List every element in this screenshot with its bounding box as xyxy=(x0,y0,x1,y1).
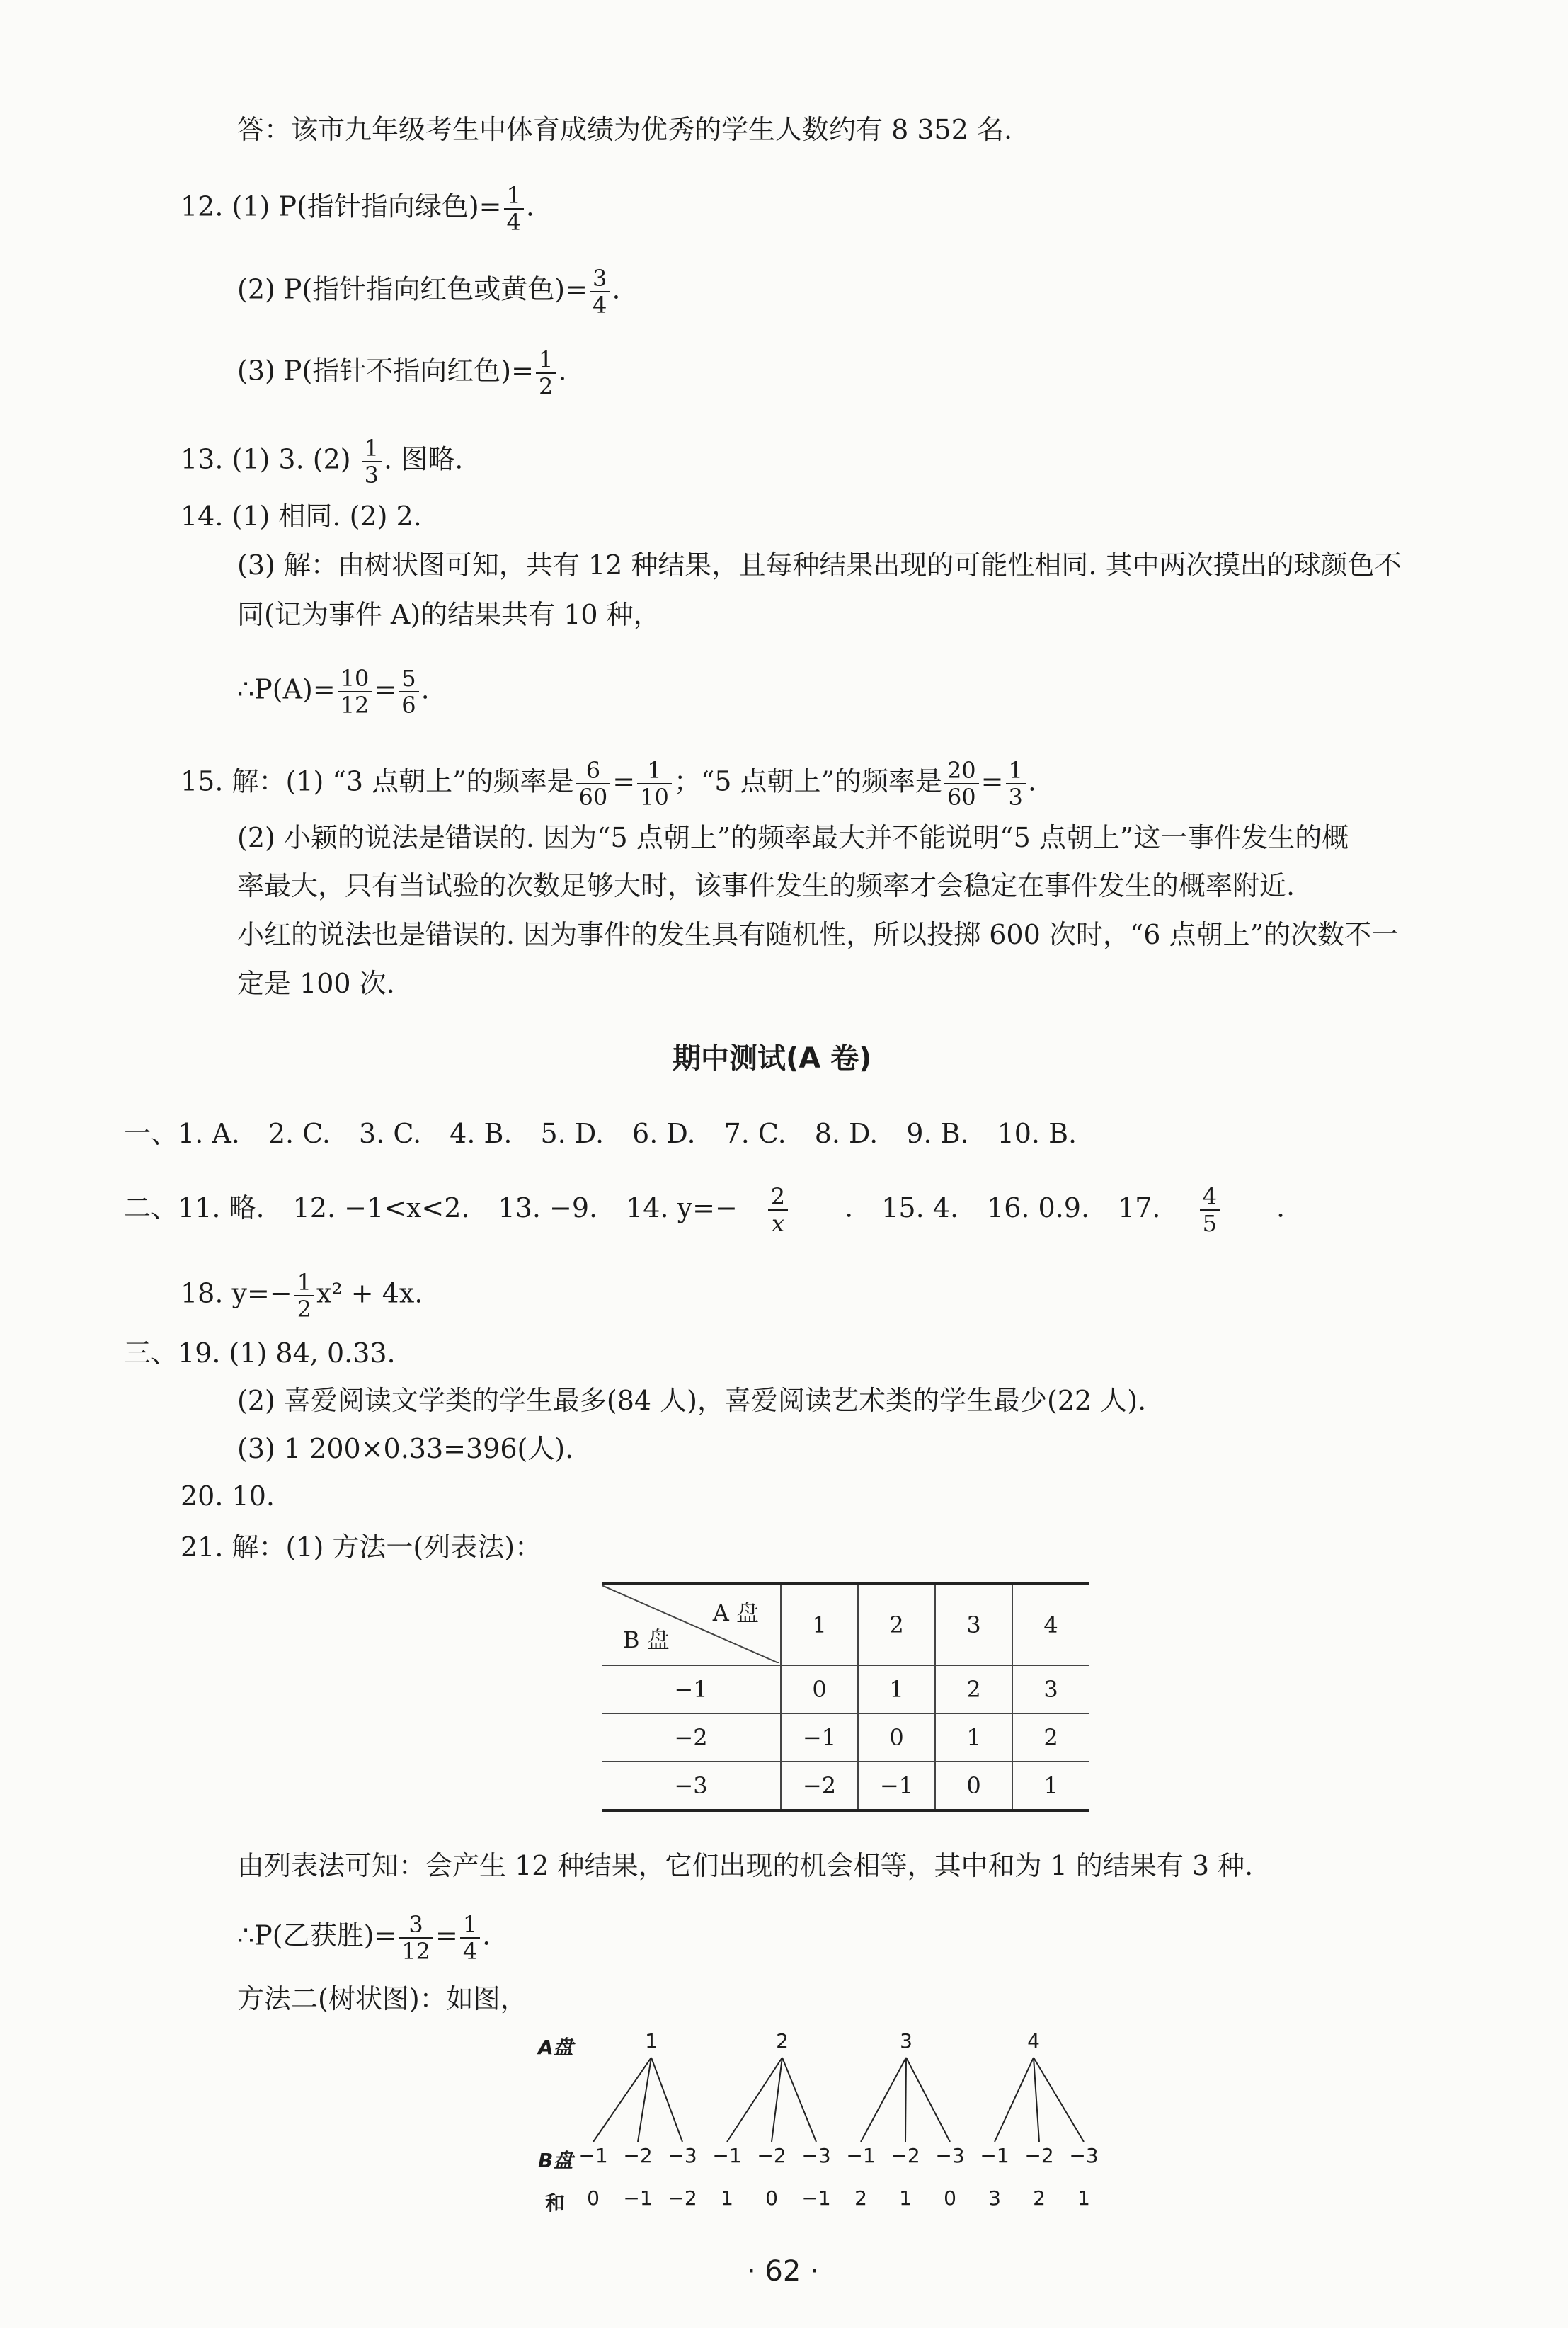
q15-fraction-2: $\frac{1}{10}$ xyxy=(637,758,672,810)
part3-label: 三、 xyxy=(124,1337,178,1369)
tree-branch xyxy=(638,2058,651,2142)
q12-p3-fraction: $\frac{1}{2}$ xyxy=(536,347,556,399)
table-corner-top: A 盘 xyxy=(712,1599,759,1626)
tree-b-value: −3 xyxy=(935,2144,965,2167)
p-yi-text: ∴P(乙获胜)= xyxy=(237,1919,397,1951)
part2-label: 二、 xyxy=(124,1192,178,1223)
q14-probability: ∴P(A)= $\frac{10}{12}$ = $\frac{5}{6}$ . xyxy=(237,665,430,719)
q15-text: 15. 解：(1) “3 点朝上”的频率是 xyxy=(181,765,574,797)
tree-sum-value: 0 xyxy=(765,2186,778,2210)
part2-item: 12. −1<x<2. xyxy=(292,1192,470,1223)
tree-sum-value: 2 xyxy=(854,2186,867,2210)
part1-item: 7. C. xyxy=(723,1118,786,1149)
tree-b-value: −1 xyxy=(980,2144,1009,2167)
table-corner-bottom: B 盘 xyxy=(623,1626,670,1653)
q15-line2: (2) 小颖的说法是错误的. 因为“5 点朝上”的频率最大并不能说明“5 点朝上”这一事件发生的概 xyxy=(237,822,1349,853)
tree-b-value: −2 xyxy=(891,2144,920,2167)
q15-mid: ；“5 点朝上”的频率是 xyxy=(673,765,942,797)
part2-17-fraction: $\frac{4}{5}$ xyxy=(1200,1184,1248,1236)
part1-item: 5. D. xyxy=(540,1118,605,1149)
tree-row-sum-label: 和 xyxy=(545,2191,566,2215)
tree-sum-value: −1 xyxy=(801,2186,831,2210)
tree-branch xyxy=(782,2058,816,2142)
tree-sum-value: 1 xyxy=(1077,2186,1090,2210)
part2-answers xyxy=(124,1184,1313,1236)
q12-label: 12. xyxy=(181,190,224,222)
part2-item-14: 14. y=− $\frac{2}{x}$ . xyxy=(626,1183,854,1237)
answer-line: 答：该市九年级考生中体育成绩为优秀的学生人数约有 8 352 名. xyxy=(237,114,1013,145)
q12-p3-text: (3) P(指针不指向红色)= xyxy=(237,355,534,387)
tree-sum-value: 3 xyxy=(988,2186,1001,2210)
q13-line xyxy=(181,435,463,488)
table-row-header: −3 xyxy=(602,1762,781,1810)
sum-table xyxy=(602,1582,1089,1812)
q12-p2-text: (2) P(指针指向红色或黄色)= xyxy=(237,273,588,305)
tree-row-a-label: A盘 xyxy=(538,2036,573,2059)
q12-part2: (2) P(指针指向红色或黄色)= $\frac{3}{4}$ . xyxy=(237,265,621,319)
table-row xyxy=(602,1762,1089,1810)
tree-b-value: −2 xyxy=(623,2144,653,2167)
part1-item: 10. B. xyxy=(997,1118,1077,1149)
part1-answers xyxy=(124,1117,1105,1150)
part3-q19-1 xyxy=(124,1337,396,1369)
tree-branch xyxy=(593,2058,651,2142)
table-cell: −2 xyxy=(781,1762,858,1810)
q12-part3: (3) P(指针不指向红色)= $\frac{1}{2}$ . xyxy=(237,346,567,400)
part2-18-fraction: $\frac{1}{2}$ xyxy=(294,1269,314,1322)
table-row xyxy=(602,1713,1089,1762)
part1-item: 8. D. xyxy=(814,1118,879,1149)
q15-fraction-4: $\frac{1}{3}$ xyxy=(1006,758,1026,810)
tree-a-value: 2 xyxy=(776,2029,789,2053)
tree-branch xyxy=(651,2058,682,2142)
table-cell: 1 xyxy=(858,1665,935,1713)
q19-part1: 19. (1) 84, 0.33. xyxy=(178,1337,396,1369)
table-cell: −1 xyxy=(781,1713,858,1762)
part1-item: 6. D. xyxy=(632,1118,696,1149)
table-row xyxy=(602,1665,1089,1713)
q12-p1-text: (1) P(指针指向绿色)= xyxy=(231,190,502,222)
part1-label: 一、 xyxy=(124,1118,178,1149)
part2-item-18 xyxy=(181,1269,423,1322)
q15-line4: 小红的说法也是错误的. 因为事件的发生具有随机性，所以投掷 600 次时，“6 点朝上”的次数不一 xyxy=(237,919,1398,950)
tree-row-b-label: B盘 xyxy=(538,2149,573,2172)
tree-branch xyxy=(727,2058,782,2142)
table-cell: 0 xyxy=(935,1762,1012,1810)
part2-18-text: 18. y=− xyxy=(181,1277,292,1309)
part3-q19-3: (3) 1 200×0.33=396(人). xyxy=(237,1433,574,1464)
table-col-header: 2 xyxy=(858,1584,935,1665)
tree-branch xyxy=(906,2058,950,2142)
part1-item: 3. C. xyxy=(359,1118,422,1149)
q15-line1: 15. 解：(1) “3 点朝上”的频率是 $\frac{6}{60}$ = $\frac{1}{10}$ ；“5 点朝上”的频率是 $\frac{20}{60}$ = $\frac{1}{3}$ . xyxy=(181,757,1036,811)
tree-b-value: −1 xyxy=(712,2144,742,2167)
part1-item: 9. B. xyxy=(906,1118,969,1149)
tree-a-value: 1 xyxy=(645,2029,658,2053)
table-col-header: 4 xyxy=(1012,1584,1089,1665)
tree-b-value: −3 xyxy=(668,2144,697,2167)
q12-p1-fraction: $\frac{1}{4}$ xyxy=(504,183,524,235)
q14-fraction-1: $\frac{10}{12}$ xyxy=(338,666,372,718)
q12-p2-fraction: $\frac{3}{4}$ xyxy=(590,266,610,318)
tree-b-value: −2 xyxy=(757,2144,786,2167)
q14-line3: 同(记为事件 A)的结果共有 10 种， xyxy=(237,599,660,630)
q15-fraction-3: $\frac{20}{60}$ xyxy=(944,758,979,810)
tree-branch xyxy=(1034,2058,1084,2142)
table-cell: 0 xyxy=(781,1665,858,1713)
q13-post: . 图略. xyxy=(384,443,464,475)
table-cell: 2 xyxy=(1012,1713,1089,1762)
q14-line2: (3) 解：由树状图可知，共有 12 种结果，且每种结果出现的可能性相同. 其中两次摸出的球颜色不 xyxy=(237,549,1402,581)
q14-fraction-2: $\frac{5}{6}$ xyxy=(399,666,418,718)
q13-fraction: $\frac{1}{3}$ xyxy=(362,435,382,488)
part2-item-17: 17. $\frac{4}{5}$ . xyxy=(1118,1183,1286,1237)
q15-line3: 率最大，只有当试验的次数足够大时，该事件发生的频率才会稳定在事件发生的概率附近. xyxy=(237,870,1295,901)
q15-fraction-1: $\frac{6}{60}$ xyxy=(576,758,611,810)
p-yi-line: ∴P(乙获胜)= $\frac{3}{12}$ = $\frac{1}{4}$ . xyxy=(237,1911,491,1965)
part1-item: 2. C. xyxy=(268,1118,331,1149)
tree-branch xyxy=(861,2058,906,2142)
tree-diagram xyxy=(524,2025,1147,2223)
table-corner xyxy=(602,1584,781,1665)
table-cell: 1 xyxy=(1012,1762,1089,1810)
q12-part1: 12. (1) P(指针指向绿色)= $\frac{1}{4}$ . xyxy=(181,182,534,236)
part2-item: 15. 4. xyxy=(881,1192,959,1223)
after-table-text: 由列表法可知：会产生 12 种结果，它们出现的机会相等，其中和为 1 的结果有 3 种. xyxy=(237,1850,1254,1881)
table-cell: 1 xyxy=(935,1713,1012,1762)
table-col-header: 1 xyxy=(781,1584,858,1665)
part2-item: 11. 略. xyxy=(178,1192,265,1223)
tree-b-value: −3 xyxy=(801,2144,831,2167)
tree-a-value: 3 xyxy=(900,2029,912,2053)
tree-branch xyxy=(905,2058,906,2142)
part2-14-fraction: $\frac{2}{x}$ xyxy=(768,1184,816,1236)
tree-sum-value: −2 xyxy=(668,2186,697,2210)
tree-b-value: −1 xyxy=(578,2144,608,2167)
tree-sum-value: 0 xyxy=(587,2186,600,2210)
q15-line5: 定是 100 次. xyxy=(237,968,395,999)
tree-b-value: −1 xyxy=(846,2144,876,2167)
q14-p-text: ∴P(A)= xyxy=(237,673,336,705)
part2-item: 13. −9. xyxy=(498,1192,598,1223)
p-yi-fraction-2: $\frac{1}{4}$ xyxy=(460,1912,480,1964)
tree-a-value: 4 xyxy=(1027,2029,1040,2053)
tree-sum-value: 1 xyxy=(899,2186,912,2210)
part2-18-post: x² + 4x. xyxy=(316,1277,423,1309)
table-cell: 3 xyxy=(1012,1665,1089,1713)
tree-sum-value: 0 xyxy=(944,2186,956,2210)
table-cell: 2 xyxy=(935,1665,1012,1713)
table-cell: 0 xyxy=(858,1713,935,1762)
method2-text: 方法二(树状图)：如图， xyxy=(237,1983,527,2014)
part2-item: 16. 0.9. xyxy=(987,1192,1090,1223)
part3-q21: 21. 解：(1) 方法一(列表法)： xyxy=(181,1531,542,1563)
table-cell: −1 xyxy=(858,1762,935,1810)
tree-branch xyxy=(1034,2058,1039,2142)
q14-line1: 14. (1) 相同. (2) 2. xyxy=(181,501,422,532)
p-yi-fraction-1: $\frac{3}{12}$ xyxy=(399,1912,433,1964)
tree-sum-value: −1 xyxy=(623,2186,653,2210)
part3-q20: 20. 10. xyxy=(181,1480,275,1512)
section-title: 期中测试(A 卷) xyxy=(673,1042,872,1075)
table-col-header: 3 xyxy=(935,1584,1012,1665)
tree-sum-value: 2 xyxy=(1033,2186,1046,2210)
page-number: · 62 · xyxy=(747,2255,819,2288)
part1-item: 1. A. xyxy=(178,1118,240,1149)
part1-item: 4. B. xyxy=(450,1118,513,1149)
tree-branch xyxy=(995,2058,1034,2142)
tree-b-value: −3 xyxy=(1069,2144,1099,2167)
table-row-header: −1 xyxy=(602,1665,781,1713)
part3-q19-2: (2) 喜爱阅读文学类的学生最多(84 人)，喜爱阅读艺术类的学生最少(22 人). xyxy=(237,1385,1147,1416)
q13-text: 13. (1) 3. (2) xyxy=(181,443,360,475)
table-row-header: −2 xyxy=(602,1713,781,1762)
tree-sum-value: 1 xyxy=(721,2186,733,2210)
tree-b-value: −2 xyxy=(1024,2144,1054,2167)
